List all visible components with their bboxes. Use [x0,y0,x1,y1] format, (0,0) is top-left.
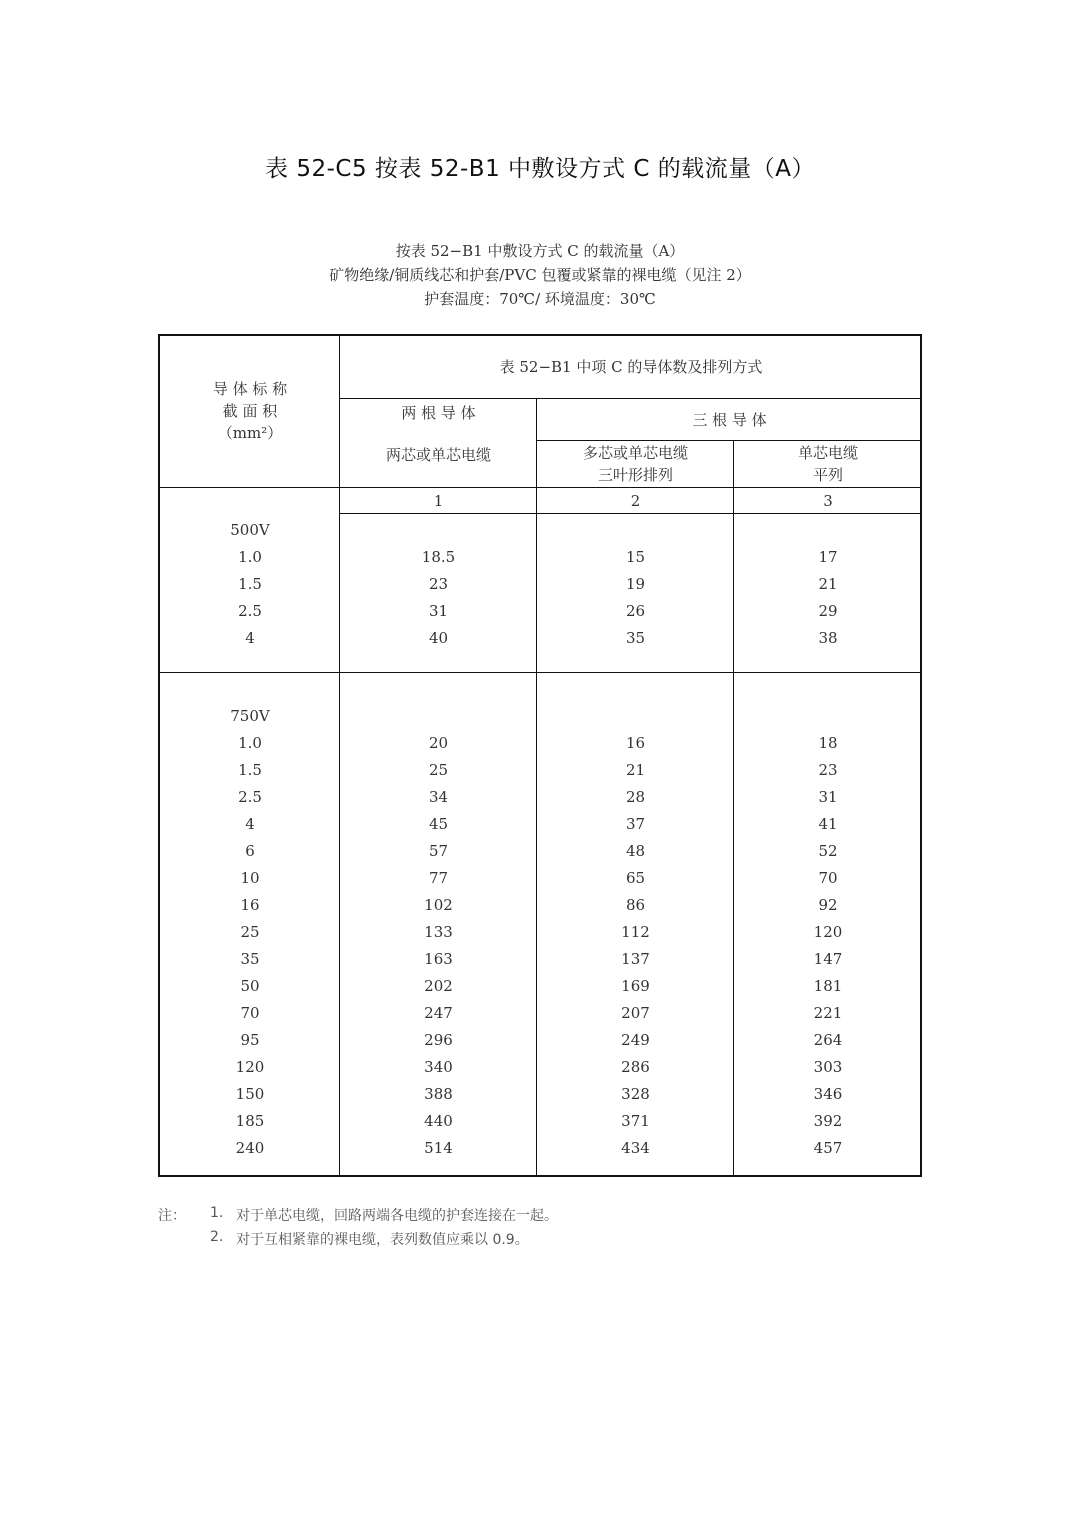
trefoil-cell: 26 [625,602,646,620]
two-conductor-cell: 18.5 [421,548,456,566]
table-row [160,1058,922,1078]
flat-cell: 264 [813,1031,843,1049]
two-conductor-cell: 440 [424,1112,453,1130]
flat-cell: 38 [818,629,838,647]
table-row [160,869,922,889]
flat-header-line-1: 单芯电缆 [797,444,858,462]
size-cell: 120 [235,1058,265,1076]
subtitle-line-3: 护套温度：70℃/ 环境温度：30℃ [424,290,656,308]
flat-cell: 17 [818,548,838,566]
flat-cell: 29 [818,602,838,620]
size-cell: 185 [235,1112,265,1130]
two-conductor-cell: 34 [428,788,449,806]
size-cell: 25 [240,923,260,941]
table-row [160,950,922,970]
size-header-line-2: 截 面 积 [222,402,278,420]
note-text: 对于互相紧靠的裸电缆，表列数值应乘以 0.9。 [236,1232,529,1248]
table-divider [160,672,922,673]
two-conductor-header: 两 根 导 体 [401,404,476,422]
trefoil-cell: 21 [625,761,646,779]
table-row [160,815,922,835]
table-row [160,734,922,754]
size-cell: 2.5 [238,788,262,806]
flat-cell: 457 [813,1139,843,1157]
size-cell: 240 [235,1139,265,1157]
trefoil-cell: 328 [621,1085,650,1103]
table-row [160,977,922,997]
three-conductor-header: 三 根 导 体 [692,411,767,429]
flat-cell: 31 [818,788,838,806]
flat-cell: 70 [818,869,838,887]
table-row [160,575,922,595]
two-conductor-cell: 40 [428,629,449,647]
arrangement-group-header: 表 52−B1 中项 C 的导体数及排列方式 [499,358,763,376]
trefoil-cell: 19 [625,575,646,593]
table-row [160,923,922,943]
trefoil-cell: 86 [625,896,646,914]
trefoil-cell: 15 [625,548,646,566]
size-cell: 6 [245,842,255,860]
table-row [160,761,922,781]
two-conductor-cell: 514 [424,1139,453,1157]
trefoil-header-line-1: 多芯或单芯电缆 [582,444,688,462]
size-cell: 1.0 [238,548,262,566]
trefoil-cell: 137 [621,950,650,968]
note-number: 1. [210,1205,224,1221]
three-conductor-trefoil-header [537,441,734,487]
flat-cell: 221 [813,1004,843,1022]
size-cell: 70 [240,1004,260,1022]
trefoil-cell: 16 [625,734,646,752]
trefoil-cell: 37 [625,815,646,833]
table-divider [340,398,922,399]
ampacity-table [158,334,922,1177]
table-row [160,1112,922,1132]
two-conductor-cell: 340 [424,1058,453,1076]
trefoil-cell: 112 [621,923,650,941]
two-conductor-cell: 20 [428,734,449,752]
flat-cell: 147 [813,950,843,968]
table-row [160,1085,922,1105]
trefoil-cell: 249 [621,1031,650,1049]
section-voltage-750v: 750V [230,707,270,725]
section-voltage-500v: 500V [230,521,270,539]
trefoil-cell: 48 [625,842,646,860]
two-conductor-cell: 296 [424,1031,453,1049]
size-cell: 4 [245,629,255,647]
flat-cell: 346 [813,1085,843,1103]
table-row [160,788,922,808]
three-conductor-flat-header [734,441,922,487]
flat-cell: 41 [818,815,838,833]
two-conductor-cell: 388 [424,1085,453,1103]
flat-cell: 23 [818,761,838,779]
size-header [160,376,340,446]
table-divider [340,513,922,514]
table-row [160,896,922,916]
size-cell: 1.0 [238,734,262,752]
trefoil-cell: 286 [621,1058,650,1076]
table-row [160,842,922,862]
trefoil-cell: 169 [621,977,650,995]
size-cell: 2.5 [238,602,262,620]
trefoil-cell: 35 [625,629,646,647]
size-header-unit: （mm²） [217,424,283,442]
flat-header-line-2: 平列 [812,466,843,484]
note-text: 对于单芯电缆，回路两端各电缆的护套连接在一起。 [236,1208,558,1224]
flat-cell: 92 [818,896,838,914]
trefoil-cell: 434 [621,1139,650,1157]
size-cell: 1.5 [238,761,262,779]
table-row [160,548,922,568]
trefoil-cell: 207 [621,1004,650,1022]
page-title: 表 52-C5 按表 52-B1 中敷设方式 C 的载流量（A） [265,156,815,182]
size-cell: 50 [240,977,260,995]
two-conductor-subheader: 两芯或单芯电缆 [385,446,491,464]
two-conductor-cell: 25 [428,761,449,779]
size-cell: 1.5 [238,575,262,593]
two-conductor-cell: 133 [424,923,453,941]
two-conductor-cell: 77 [428,869,449,887]
table-divider [160,487,922,488]
trefoil-cell: 371 [621,1112,650,1130]
size-cell: 95 [240,1031,260,1049]
flat-cell: 52 [818,842,838,860]
two-conductor-cell: 247 [424,1004,453,1022]
size-cell: 35 [240,950,260,968]
two-conductor-cell: 31 [428,602,449,620]
size-cell: 16 [240,896,260,914]
flat-cell: 21 [818,575,838,593]
size-cell: 4 [245,815,255,833]
flat-cell: 18 [818,734,838,752]
size-cell: 150 [235,1085,265,1103]
flat-cell: 392 [813,1112,843,1130]
table-row [160,629,922,649]
table-row [160,1139,922,1159]
trefoil-cell: 65 [625,869,646,887]
subtitle-line-1: 按表 52−B1 中敷设方式 C 的载流量（A） [395,242,685,260]
table-row [160,1004,922,1024]
size-header-line-1: 导 体 标 称 [212,380,288,398]
two-conductor-cell: 202 [424,977,453,995]
flat-cell: 303 [813,1058,843,1076]
two-conductor-cell: 57 [428,842,449,860]
subtitle-line-2: 矿物绝缘/铜质线芯和护套/PVC 包覆或紧靠的裸电缆（见注 2） [329,266,751,284]
size-cell: 10 [240,869,260,887]
table-row [160,1031,922,1051]
two-conductor-cell: 102 [424,896,453,914]
note-number: 2. [210,1229,224,1245]
trefoil-cell: 28 [625,788,646,806]
two-conductor-cell: 163 [424,950,453,968]
column-number-3: 3 [823,492,833,510]
column-number-2: 2 [630,492,641,510]
notes-prefix: 注： [158,1208,186,1224]
two-conductor-cell: 45 [428,815,449,833]
two-conductor-cell: 23 [428,575,449,593]
table-row [160,602,922,622]
column-number-1: 1 [433,492,444,510]
flat-cell: 120 [813,923,843,941]
flat-cell: 181 [813,977,843,995]
trefoil-header-line-2: 三叶形排列 [597,466,673,484]
